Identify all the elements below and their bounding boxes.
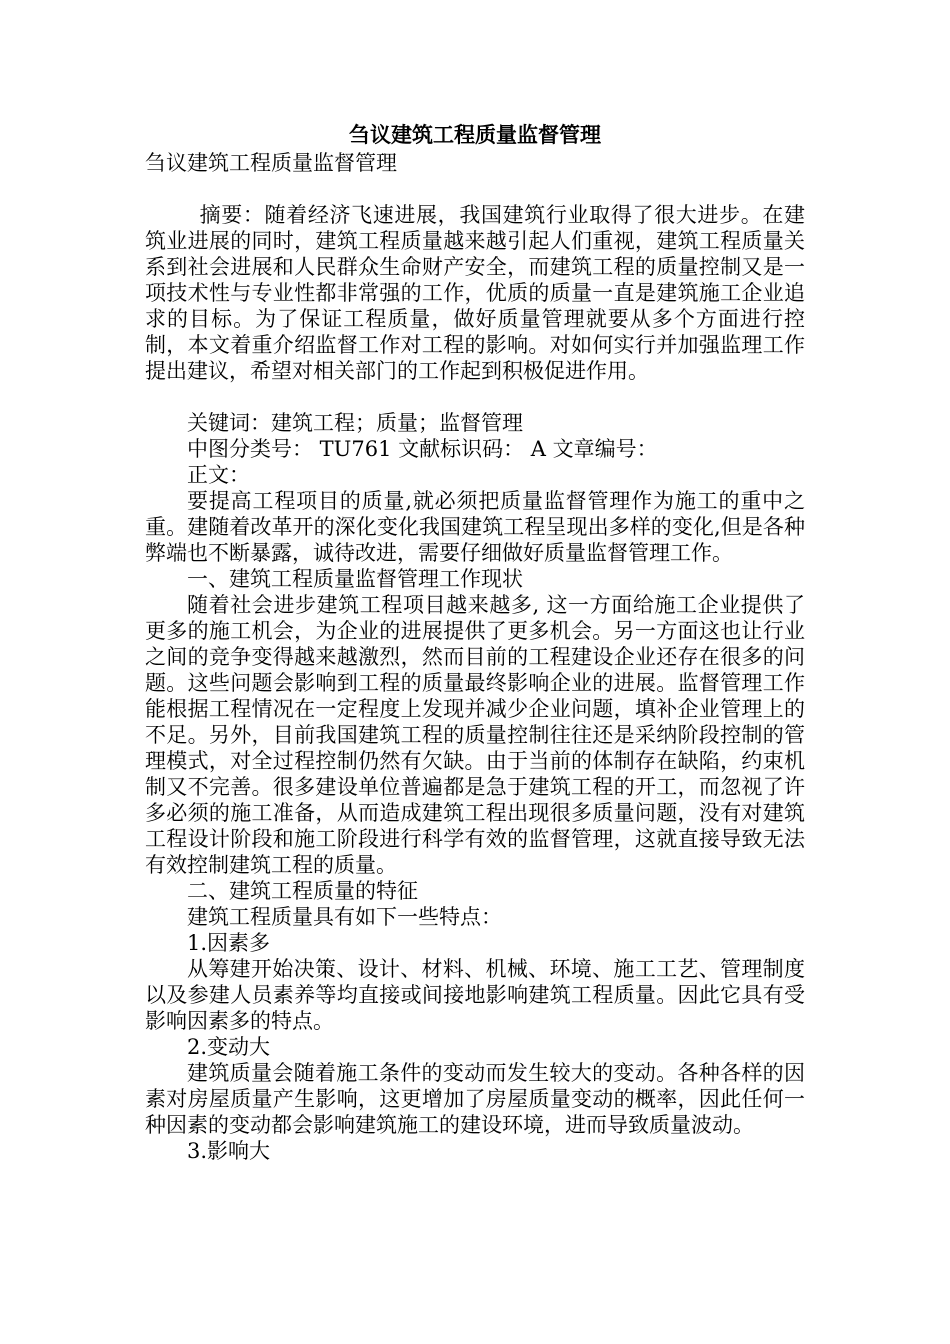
section-heading-2: 二、建筑工程质量的特征 [187, 879, 418, 903]
section-1-paragraph: 随着社会进步建筑工程项目越来越多, 这一方面给施工企业提供了更多的施工机会，为企业的进展提供了更多机会。另一方面这也让行业之间的竞争变得越来越激烈，然而目前的工程建设企业还存在很多的问题。这些问题会影响到工程的质量最终影响企业的进展。监督管理工作能根据工程情况在一定程度上发现并减少企业问题，填补企业管理上的不足。另外，目前我国建筑工程的质量控制往往还是采纳阶段控制的管理模式，对全过程控制仍然有欠缺。由于当前的体制存在缺陷，约束机制又不完善。很多建设单位普遍都是急于建筑工程的开工，而忽视了许多必须的施工准备，从而造成建筑工程出现很多质量问题，没有对建筑工程设计阶段和施工阶段进行科学有效的监督管理，这就直接导致无法有效控制建筑工程的质量。 [145, 593, 805, 877]
variation-paragraph: 建筑质量会随着施工条件的变动而发生较大的变动。各种各样的因素对房屋质量产生影响，这更增加了房屋质量变动的概率，因此任何一种因素的变动都会影响建筑施工的建设环境，进而导致质量波动。 [145, 1061, 805, 1137]
abstract-paragraph: 摘要：随着经济飞速进展，我国建筑行业取得了很大进步。在建筑业进展的同时，建筑工程质量越来越引起人们重视，建筑工程质量关系到社会进展和人民群众生命财产安全，而建筑工程的质量控制又是一项技术性与专业性都非常强的工作，优质的质量一直是建筑施工企业追求的目标。为了保证工程质量，做好质量管理就要从多个方面进行控制，本文着重介绍监督工作对工程的影响。对如何实行并加强监理工作提出建议，希望对相关部门的工作起到积极促进作用。 [145, 203, 805, 383]
document-subtitle: 刍议建筑工程质量监督管理 [145, 151, 397, 175]
subheading-variation: 2.变动大 [187, 1035, 271, 1059]
spacer [145, 384, 805, 410]
document-title: 刍议建筑工程质量监督管理 [349, 122, 601, 147]
intro-paragraph: 要提高工程项目的质量,就必须把质量监督管理作为施工的重中之重。建随着改革开的深化变化我国建筑工程呈现出多样的变化,但是各种弊端也不断暴露，诚待改进，需要仔细做好质量监督管理工作。 [145, 489, 805, 565]
subheading-factors: 1.因素多 [187, 931, 271, 955]
body-label: 正文： [187, 463, 250, 487]
section-2-paragraph: 建筑工程质量具有如下一些特点： [187, 905, 502, 929]
factors-paragraph: 从筹建开始决策、设计、材料、机械、环境、施工工艺、管理制度以及参建人员素养等均直接或间接地影响建筑工程质量。因此它具有受影响因素多的特点。 [145, 957, 805, 1033]
keywords-line: 关键词：建筑工程；质量；监督管理 [187, 411, 523, 435]
subheading-impact: 3.影响大 [187, 1139, 271, 1163]
classification-line: 中图分类号： TU761 文献标识码： A 文章编号： [187, 437, 658, 461]
section-heading-1: 一、建筑工程质量监督管理工作现状 [187, 567, 523, 591]
document-page [145, 120, 805, 1164]
